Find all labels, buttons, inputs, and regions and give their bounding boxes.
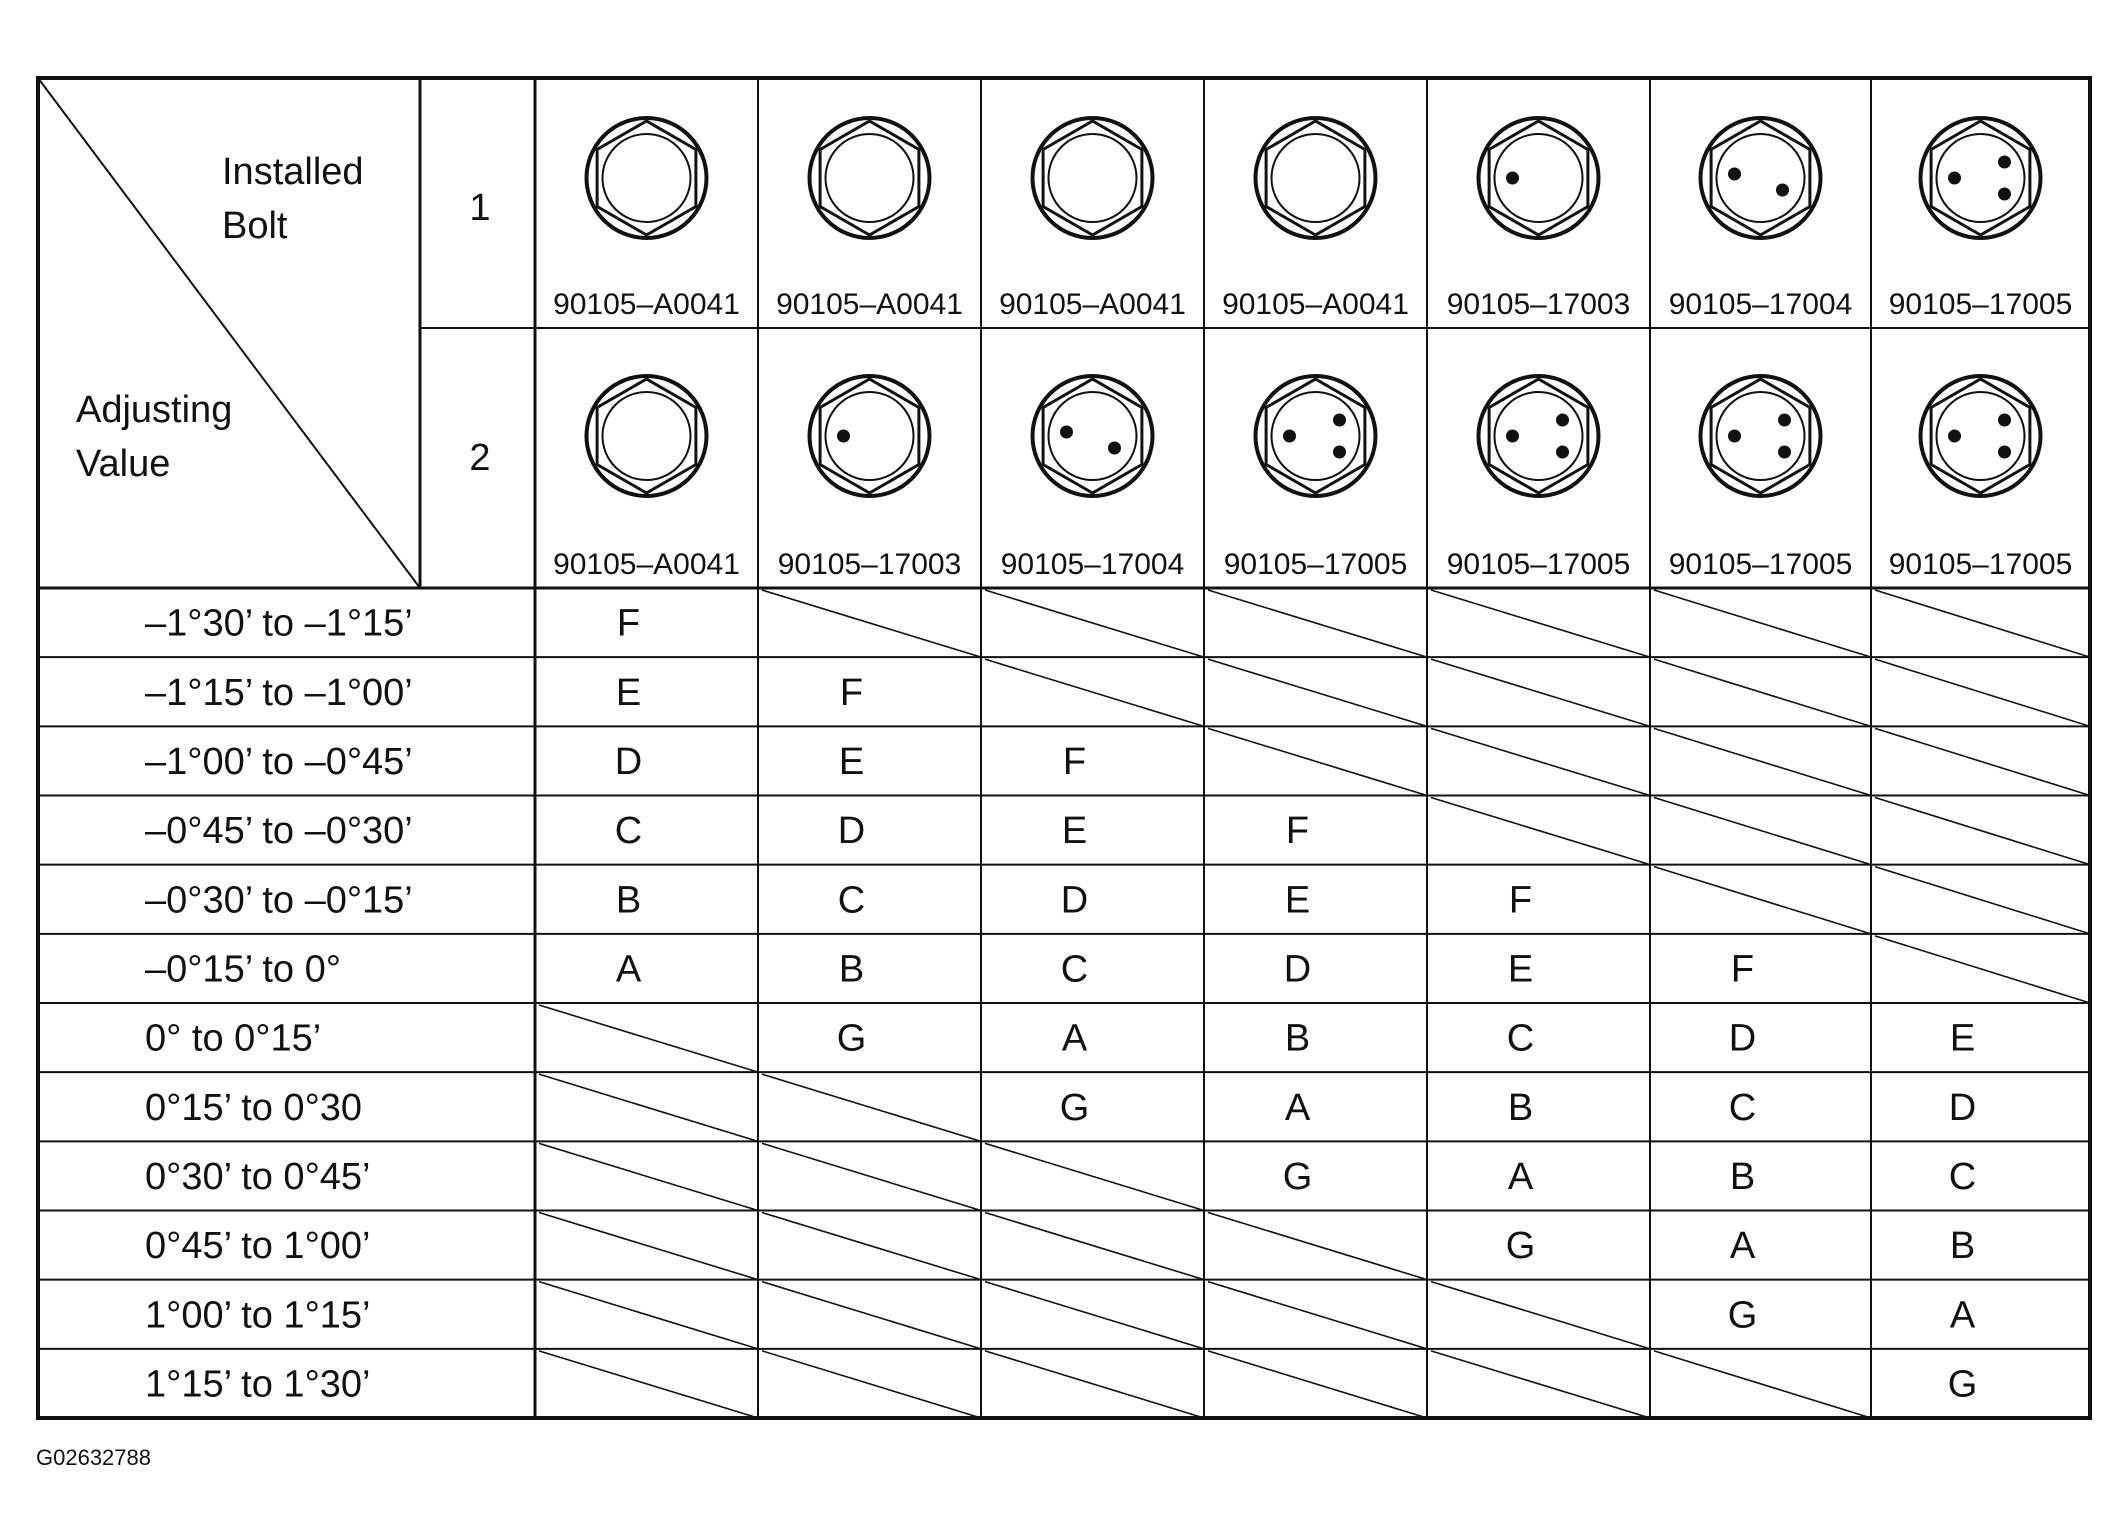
selection-letter: A	[1061, 1017, 1088, 1060]
empty-cell-slash	[1654, 867, 1871, 934]
empty-cell-slash	[539, 1351, 758, 1418]
figure-id: G02632788	[36, 1445, 151, 1470]
bolt-washer-icon	[603, 134, 691, 222]
empty-cell-slash	[1875, 867, 2090, 934]
adjusting-value-range: –1°30’ to –1°15’	[145, 602, 413, 645]
empty-cell-slash	[1208, 1351, 1427, 1418]
selection-letter: F	[616, 602, 641, 645]
bolt-part-number: 90105–A0041	[999, 288, 1186, 321]
bolt-hex-icon	[1489, 121, 1588, 235]
empty-cell-slash	[985, 659, 1204, 726]
selection-letter: C	[1060, 948, 1089, 991]
adjusting-value-range: 0°15’ to 0°30	[145, 1086, 363, 1129]
empty-cell-slash	[539, 1213, 758, 1280]
empty-cell-slash	[1654, 1351, 1871, 1418]
bolt-head-icon	[1479, 376, 1599, 496]
selection-letter: F	[1508, 879, 1533, 922]
empty-cell-slash	[1875, 798, 2090, 865]
selection-letter: B	[1507, 1086, 1534, 1129]
bolt-mark-dot	[1778, 414, 1791, 427]
selection-letter: B	[1949, 1225, 1976, 1268]
empty-cell-slash	[985, 1213, 1204, 1280]
adjusting-value-range: 0° to 0°15’	[145, 1017, 322, 1060]
empty-cell-slash	[762, 1143, 981, 1210]
bolt-mark-dot	[1778, 446, 1791, 459]
empty-cell-slash	[985, 1143, 1204, 1210]
selection-letter: C	[1506, 1017, 1535, 1060]
adjusting-value-label: Adjusting	[76, 389, 233, 431]
empty-cell-slash	[1431, 798, 1650, 865]
bolt-part-number: 90105–17003	[777, 548, 962, 581]
selection-letter: D	[837, 810, 866, 853]
adjusting-value-label: Value	[76, 443, 171, 485]
bolt-hex-icon	[1043, 121, 1142, 235]
bolt-mark-dot	[837, 430, 850, 443]
bolt-hex-icon	[820, 379, 919, 493]
selection-letter: D	[614, 740, 643, 783]
bolt-hex-icon	[597, 379, 696, 493]
adjusting-value-range: 0°45’ to 1°00’	[145, 1225, 371, 1268]
bolt-mark-dot	[1948, 430, 1961, 443]
selection-letter: G	[1947, 1363, 1978, 1406]
bolt-part-number: 90105–17004	[1000, 548, 1185, 581]
bolt-mark-dot	[1283, 430, 1296, 443]
selection-letter: C	[614, 810, 643, 853]
empty-cell-slash	[539, 1282, 758, 1349]
bolt-hex-icon	[1711, 379, 1810, 493]
empty-cell-slash	[539, 1143, 758, 1210]
installed-bolt-label: Bolt	[222, 205, 288, 247]
selection-letter: D	[1283, 948, 1312, 991]
bolt-mark-dot	[1506, 172, 1519, 185]
bolt-part-number: 90105–17005	[1446, 548, 1631, 581]
adjusting-value-range: 1°15’ to 1°30’	[145, 1363, 371, 1406]
empty-cell-slash	[1431, 1282, 1650, 1349]
empty-cell-slash	[1654, 590, 1871, 657]
bolt-head-icon	[1701, 376, 1821, 496]
adjusting-value-range: –1°00’ to –0°45’	[145, 740, 413, 783]
adjusting-value-range: –0°45’ to –0°30’	[145, 810, 413, 853]
bolt-washer-icon	[826, 134, 914, 222]
bolt-hex-icon	[1266, 379, 1365, 493]
selection-letter: B	[1729, 1155, 1756, 1198]
bolt-mark-dot	[1728, 430, 1741, 443]
empty-cell-slash	[1431, 590, 1650, 657]
selection-letter: D	[1060, 879, 1089, 922]
bolt-hex-icon	[1266, 121, 1365, 235]
bolt-hex-icon	[1489, 379, 1588, 493]
selection-letter: A	[1507, 1155, 1534, 1198]
bolt-hex-icon	[820, 121, 919, 235]
bolt-mark-dot	[1060, 426, 1073, 439]
bolt-part-number: 90105–A0041	[1222, 288, 1409, 321]
bolt-head-icon	[1479, 118, 1599, 238]
selection-letter: F	[839, 671, 864, 714]
bolt-head-icon	[1921, 376, 2041, 496]
bolt-part-number: 90105–17003	[1446, 288, 1631, 321]
bolt-washer-icon	[1272, 134, 1360, 222]
bolt-part-number: 90105–A0041	[553, 288, 740, 321]
bolt-washer-icon	[1049, 134, 1137, 222]
selection-letter: E	[838, 740, 865, 783]
bolt-mark-dot	[1776, 184, 1789, 197]
bolt-mark-dot	[1998, 446, 2011, 459]
bolt-mark-dot	[1506, 430, 1519, 443]
selection-letter: C	[1948, 1155, 1977, 1198]
bolt-part-number: 90105–17005	[1888, 548, 2073, 581]
selection-letter: D	[1728, 1017, 1757, 1060]
bolt-part-number: 90105–17004	[1668, 288, 1853, 321]
empty-cell-slash	[1431, 1351, 1650, 1418]
selection-letter: A	[1729, 1225, 1756, 1268]
selection-letter: A	[615, 948, 642, 991]
selection-letter: F	[1285, 810, 1310, 853]
bolt-head-icon	[810, 118, 930, 238]
bolt-head-icon	[1701, 118, 1821, 238]
bolt-mark-dot	[1998, 414, 2011, 427]
selection-letter: A	[1284, 1086, 1311, 1129]
selection-letter: A	[1949, 1294, 1976, 1337]
empty-cell-slash	[1208, 659, 1427, 726]
selection-letter: F	[1062, 740, 1087, 783]
empty-cell-slash	[1875, 659, 2090, 726]
empty-cell-slash	[762, 1282, 981, 1349]
empty-cell-slash	[1875, 728, 2090, 795]
selection-letter: E	[1507, 948, 1534, 991]
empty-cell-slash	[1208, 728, 1427, 795]
empty-cell-slash	[762, 1074, 981, 1141]
adjusting-value-range: 1°00’ to 1°15’	[145, 1294, 371, 1337]
bolt-part-number: 90105–A0041	[776, 288, 963, 321]
bolt-head-icon	[587, 376, 707, 496]
bolt-head-icon	[587, 118, 707, 238]
bolt-hex-icon	[1931, 121, 2030, 235]
bolt-head-icon	[1033, 118, 1153, 238]
bolt-mark-dot	[1556, 414, 1569, 427]
bolt-hex-icon	[1043, 379, 1142, 493]
bolt-hex-icon	[1931, 379, 2030, 493]
empty-cell-slash	[1208, 590, 1427, 657]
empty-cell-slash	[1654, 798, 1871, 865]
bolt-mark-dot	[1108, 442, 1121, 455]
empty-cell-slash	[1431, 728, 1650, 795]
empty-cell-slash	[1654, 728, 1871, 795]
bolt-head-icon	[1033, 376, 1153, 496]
bolt-mark-dot	[1948, 172, 1961, 185]
empty-cell-slash	[1431, 659, 1650, 726]
empty-cell-slash	[1208, 1213, 1427, 1280]
selection-letter: E	[1061, 810, 1088, 853]
empty-cell-slash	[1208, 1282, 1427, 1349]
selection-letter: F	[1730, 948, 1755, 991]
empty-cell-slash	[762, 590, 981, 657]
selection-letter: B	[1284, 1017, 1311, 1060]
adjusting-value-range: 0°30’ to 0°45’	[145, 1155, 371, 1198]
row-2-label: 2	[469, 437, 491, 479]
empty-cell-slash	[985, 1351, 1204, 1418]
selection-letter: D	[1948, 1086, 1977, 1129]
bolt-head-icon	[1921, 118, 2041, 238]
bolt-part-number: 90105–A0041	[553, 548, 740, 581]
adjusting-value-range: –1°15’ to –1°00’	[145, 671, 413, 714]
empty-cell-slash	[1654, 659, 1871, 726]
bolt-part-number: 90105–17005	[1668, 548, 1853, 581]
bolt-washer-icon	[603, 392, 691, 480]
bolt-mark-dot	[1998, 156, 2011, 169]
empty-cell-slash	[539, 1074, 758, 1141]
row-1-label: 1	[469, 187, 491, 229]
bolt-mark-dot	[1333, 414, 1346, 427]
bolt-head-icon	[810, 376, 930, 496]
bolt-mark-dot	[1728, 168, 1741, 181]
bolt-hex-icon	[597, 121, 696, 235]
bolt-mark-dot	[1556, 446, 1569, 459]
empty-cell-slash	[539, 1005, 758, 1072]
selection-letter: G	[1727, 1294, 1758, 1337]
bolt-hex-icon	[1711, 121, 1810, 235]
empty-cell-slash	[985, 590, 1204, 657]
empty-cell-slash	[1875, 936, 2090, 1003]
bolt-part-number: 90105–17005	[1223, 548, 1408, 581]
selection-letter: G	[1282, 1155, 1313, 1198]
empty-cell-slash	[1875, 590, 2090, 657]
selection-letter: E	[1949, 1017, 1976, 1060]
selection-letter: C	[837, 879, 866, 922]
adjusting-value-range: –0°15’ to 0°	[145, 948, 341, 991]
selection-letter: C	[1728, 1086, 1757, 1129]
installed-bolt-label: Installed	[222, 151, 364, 193]
bolt-head-icon	[1256, 376, 1376, 496]
selection-letter: B	[615, 879, 642, 922]
selection-letter: G	[1505, 1225, 1536, 1268]
adjusting-value-range: –0°30’ to –0°15’	[145, 879, 413, 922]
selection-letter: E	[615, 671, 642, 714]
bolt-mark-dot	[1333, 446, 1346, 459]
selection-letter: G	[836, 1017, 867, 1060]
empty-cell-slash	[985, 1282, 1204, 1349]
selection-letter: E	[1284, 879, 1311, 922]
bolt-part-number: 90105–17005	[1888, 288, 2073, 321]
selection-letter: G	[1059, 1086, 1090, 1129]
bolt-mark-dot	[1998, 188, 2011, 201]
empty-cell-slash	[762, 1213, 981, 1280]
empty-cell-slash	[762, 1351, 981, 1418]
selection-letter: B	[838, 948, 865, 991]
bolt-head-icon	[1256, 118, 1376, 238]
